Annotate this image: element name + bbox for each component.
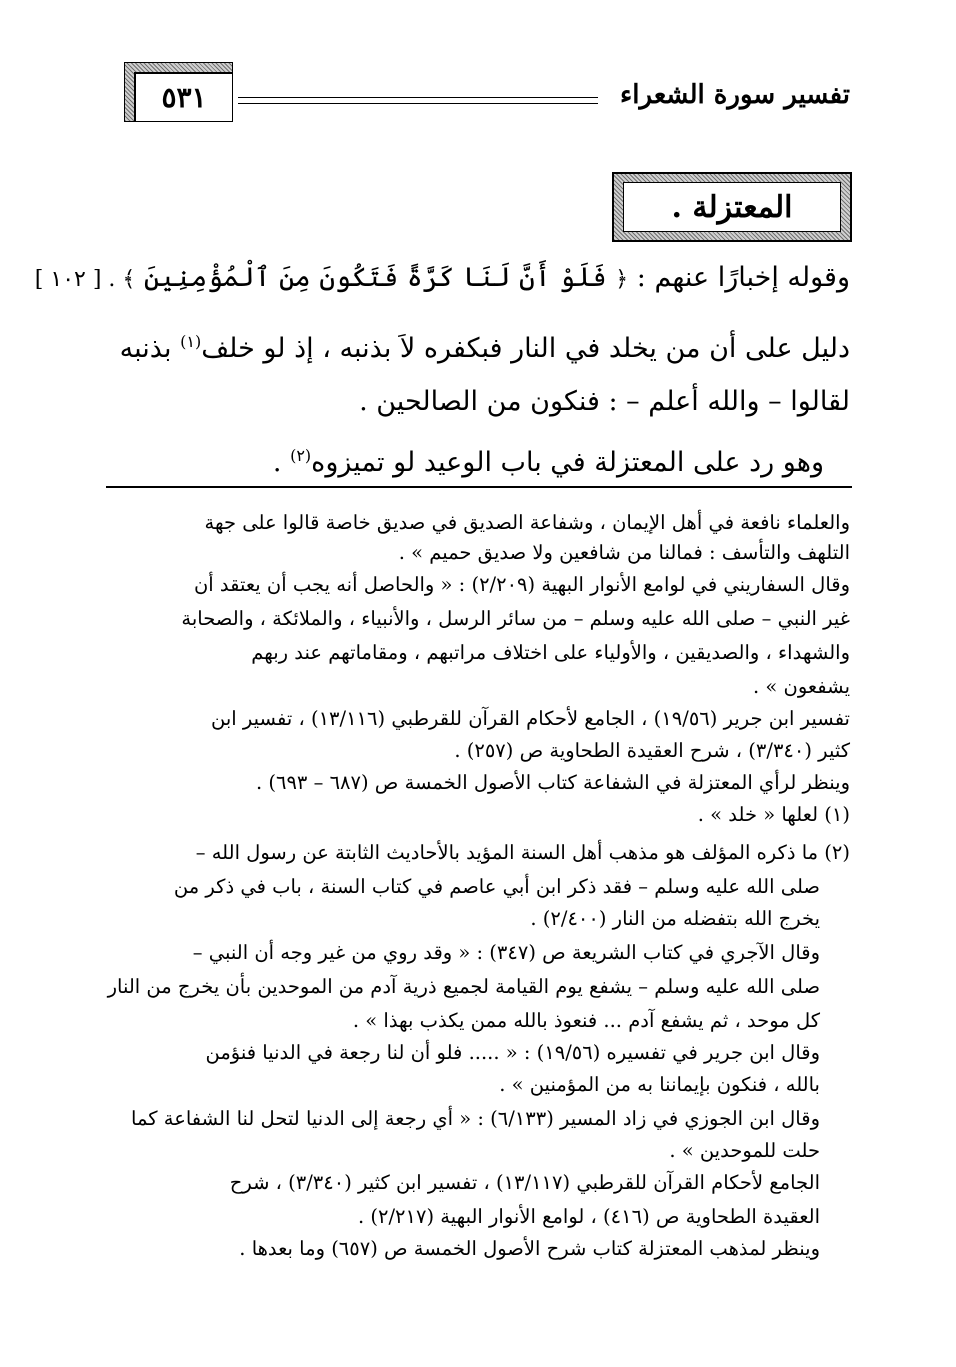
body-text: لقالوا – والله أعلم – : فنكون من الصالحين . <box>359 386 850 417</box>
footnote-line: (٢) ما ذكره المؤلف هو مذهب أهل السنة المؤيد بالأحاديث الثابتة عن رسول الله – <box>195 841 850 864</box>
verse-intro: وقوله إخبارًا عنهم : <box>636 262 850 293</box>
footnote-line: والعلماء نافعة في أهل الإيمان ، وشفاعة الصديق في صديق خاصة قالوا على جهة <box>204 511 850 534</box>
footnote-line: العقيدة الطحاوية ص (٤١٦) ، لوامع الأنوار البهية (٢/٢١٧) . <box>357 1205 820 1228</box>
footnote-line: وينظر لمذهب المعتزلة كتاب شرح الأصول الخمسة ص (٦٥٧) وما بعدها . <box>239 1237 820 1260</box>
footnote-ref: (٢) <box>290 446 312 465</box>
footnote-line: التلهف والتأسف : فمالنا من شافعين ولا صديق حميم » . <box>398 541 850 564</box>
footnote-line: وقال الآجري في كتاب الشريعة ص (٣٤٧) : « وقد روي من غير وجه أن النبي – <box>192 941 820 964</box>
page-number: ٥٣١ <box>134 72 232 121</box>
body-line <box>359 386 850 417</box>
footnote-line: كل موحد ، ثم يشفع آدم ... فنعوذ بالله ممن يكذب بهذا » . <box>352 1009 820 1032</box>
footnote-line: وينظر لرأي المعتزلة في الشفاعة كتاب الأصول الخمسة ص (٦٨٧ – ٦٩٣) . <box>255 771 850 794</box>
body-text: وهو رد على المعتزلة في باب الوعيد لو تميزوه <box>311 447 824 478</box>
footnote-line: يخرج الله بتفضله من النار (٢/٤٠٠) . <box>530 907 820 930</box>
footnote-line: كثير (٣/٣٤٠) ، شرح العقيدة الطحاوية ص (٢٥٧) . <box>454 739 850 762</box>
footnote-line: صلى الله عليه وسلم – فقد ذكر ابن أبي عاصم في كتاب السنة ، باب في ذكر من <box>173 875 820 898</box>
footnote-line: غير النبي – صلى الله عليه وسلم – من سائر الرسل ، والأنبياء ، والملائكة ، والصحابة <box>181 607 850 630</box>
quran-verse: فَلَوْ أَنَّ لَنَا كَرَّةً فَتَكُونَ مِنَ ٱلْمُؤْمِنِينَ <box>143 262 607 293</box>
section-heading-frame <box>612 172 852 242</box>
verse-close-bracket: ﴾ . [ ١٠٢ ] <box>34 267 136 292</box>
header-rule <box>238 103 598 104</box>
verse-open-bracket: ﴿ <box>615 267 629 292</box>
body-line <box>120 332 850 364</box>
body-text: دليل على أن من يخلد في النار فبكفره لاَ بذنبه ، إذ لو خلف <box>201 333 850 364</box>
footnote-line: صلى الله عليه وسلم – يشفع يوم القيامة لجميع ذرية آدم من الموحدين بأن يخرج من النار <box>107 975 820 998</box>
footnote-line: يشفعون » . <box>752 675 850 698</box>
footnote-line: (١) لعلها « خلد » . <box>697 803 850 826</box>
footnote-line: وقال ابن الجوزي في زاد المسير (٦/١٣٣) : « أي رجعة إلى الدنيا لتحل لنا الشفاعة كما <box>131 1107 820 1130</box>
footnote-ref: (١) <box>180 332 202 351</box>
footnote-line: تفسير ابن جرير (١٩/٥٦) ، الجامع لأحكام القرآن للقرطبي (١٣/١١٦) ، تفسير ابن <box>211 707 850 730</box>
footnote-divider <box>106 486 852 488</box>
running-title: تفسير سورة الشعراء <box>620 80 850 110</box>
page-number-frame <box>124 62 233 122</box>
body-line <box>273 446 824 478</box>
footnote-line: بالله ، فنكون بإيماننا به من المؤمنين » . <box>499 1073 820 1096</box>
body-text: بذنبه <box>119 333 181 364</box>
footnote-line: الجامع لأحكام القرآن للقرطبي (١٣/١١٧) ، تفسير ابن كثير (٣/٣٤٠) ، شرح <box>229 1171 820 1194</box>
body-text: . <box>272 447 291 478</box>
footnote-line: وقال ابن جرير في تفسيره (١٩/٥٦) : « ..... فلو أن لنا رجعة في الدنيا فنؤمن <box>205 1041 820 1064</box>
footnote-line: والشهداء ، والصديقين ، والأولياء على اختلاف مراتبهم ، ومقاماتهم عند ربهم <box>251 641 850 664</box>
footnote-line: وقال السفاريني في لوامع الأنوار البهية (٢/٢٠٩) : « والحاصل أنه يجب أن يعتقد أن <box>193 573 850 596</box>
header-rule <box>238 97 598 98</box>
section-heading: المعتزلة . <box>623 182 841 232</box>
footnote-line: حلت للموحدين » . <box>669 1139 820 1162</box>
verse-line <box>35 262 850 293</box>
